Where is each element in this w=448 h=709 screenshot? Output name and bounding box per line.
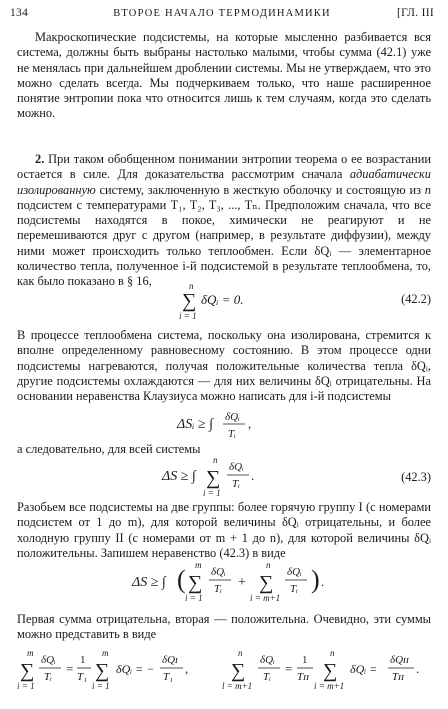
sum2-upper: n [266, 560, 271, 570]
lhs: ΔSᵢ ≥ ∫ [177, 417, 213, 432]
right-paren: ) [311, 565, 320, 594]
equation-split-formula [17, 561, 431, 605]
numerator: δQᵢ [225, 411, 240, 423]
comma: , [248, 416, 252, 431]
equation-group-sums [17, 648, 431, 700]
g1-denominator: Tᵢ [44, 671, 52, 683]
sum2-numerator: δQᵢ [287, 566, 302, 578]
sum-sign: ∑ [206, 467, 221, 489]
running-header [10, 6, 434, 22]
paragraph-2-text-c: подсистем с температурами T₁, T₂, T₃, ..., Tₙ. Предположим сначала, что все подсистемы находятся в покое, химически не реагируют и не перемешиваются друг с другом (например, в результате диффузии), между ними может происходить только теплообмен. Если δQᵢ — элементарное количество тепла, полученное i-й подсистемой в результате теплообмена, то, как было показано в § 16, [17, 197, 431, 289]
g1-sum2-sign: ∑ [95, 660, 110, 682]
equation-42-3 [17, 456, 431, 498]
sum-body: δQᵢ = 0. [201, 292, 244, 307]
equation-42-2 [17, 282, 431, 322]
g2-result-denominator: Tɪɪ [392, 671, 405, 683]
sum-sign: ∑ [182, 290, 197, 312]
period: . [251, 468, 255, 483]
item-number: 2. [35, 152, 45, 166]
sum1-lower: i = 1 [185, 593, 203, 603]
denominator: Tᵢ [232, 478, 240, 490]
plus: + [238, 575, 246, 590]
sum-lower: i = 1 [179, 311, 197, 321]
running-title: ВТОРОЕ НАЧАЛО ТЕРМОДИНАМИКИ [113, 8, 331, 19]
equation-split [17, 561, 431, 605]
g2-sum-upper: n [238, 648, 243, 658]
g2-sum2-sign: ∑ [323, 660, 338, 682]
lhs: ΔS ≥ ∫ [132, 575, 166, 590]
g1-sum2-lower: i = 1 [92, 681, 110, 691]
g1-numerator: δQᵢ [41, 654, 56, 666]
page-number: 134 [10, 7, 29, 19]
paragraph-3: В процессе теплообмена система, поскольку она изолирована, стремится к вполне определенному равновесному состоянию. В этом процессе одни подсистемы нагреваются, получая положительные количества тепла δQᵢ, другие подсистемы охлаждаются — для них величины δQᵢ отрицательны. На основании неравенства Клаузиуса можно написать для i-й подсистемы [17, 328, 431, 404]
equation-42-2-formula [17, 282, 431, 322]
paragraph-6: Первая сумма отрицательна, вторая — положительна. Очевидно, эти суммы можно представить в виде [17, 612, 431, 642]
g2-TII: Tɪɪ [297, 671, 310, 683]
paragraph-2 [17, 152, 431, 290]
g1-result-denominator: T₁ [163, 671, 173, 683]
sum2-denominator: Tᵢ [290, 583, 298, 595]
g2-one: 1 [302, 654, 308, 666]
g2-sum-body: δQᵢ = [350, 662, 378, 676]
g2-result-numerator: δQɪɪ [390, 654, 409, 666]
denominator: Tᵢ [228, 428, 236, 440]
paragraph-2-emphasis: адиабатически изолированную [17, 167, 431, 197]
g1-equals: = [66, 661, 74, 676]
g2-sum2-lower: i = m+1 [314, 681, 345, 691]
equation-number: (42.3) [401, 470, 431, 484]
g1-sum-body: δQᵢ = − [116, 662, 155, 676]
g1-T1: T₁ [77, 671, 87, 683]
period: . [321, 574, 325, 589]
g1-result-numerator: δQɪ [162, 654, 179, 666]
g2-period: . [416, 661, 420, 676]
g1-one: 1 [80, 654, 86, 666]
equation-42-3-formula [17, 456, 431, 498]
left-paren: ( [177, 565, 186, 594]
g2-denominator: Tᵢ [263, 671, 271, 683]
paragraph-5: Разобьем все подсистемы на две группы: более горячую группу I (с номерами подсистем от 1 до m), для которой величины δQᵢ отрицательны, и более холодную группу II (с номерами от m + 1 до n), для которой величины δQᵢ положительны. Запишем неравенство (42.3) в виде [17, 500, 431, 560]
paragraph-2-n: n [424, 182, 431, 197]
sum-lower: i = 1 [203, 488, 221, 498]
g1-sum-lower: i = 1 [17, 681, 35, 691]
numerator: δQᵢ [229, 461, 244, 473]
paragraph-1: Макроскопические подсистемы, на которые мысленно разбивается вся система, должны быть выбраны настолько малыми, чтобы сумма (42.1) уже не менялась при дальнейшем дроблении системы. Мы не утверждаем, что это можно сделать всегда. Мы подчеркиваем только, что наше расширенное понятие энтропии пока что относится лишь к тем случаям, когда это сделать можно. [17, 30, 431, 121]
g2-sum-sign: ∑ [231, 660, 246, 682]
sum1-denominator: Tᵢ [214, 583, 222, 595]
sum1-upper: m [195, 560, 202, 570]
paragraph-2-text-a: При таком обобщенном понимании энтропии теорема о ее возрастании остается в силе. Для доказательства рассмотрим сначала [17, 152, 431, 182]
equation-clausius-i [17, 406, 431, 442]
chapter-label: [ГЛ. III [396, 7, 434, 19]
sum2-sign: ∑ [259, 572, 274, 594]
equation-group-sums-formula [17, 648, 431, 700]
sum1-numerator: δQᵢ [211, 566, 226, 578]
sum-upper: n [213, 455, 218, 465]
paragraph-2-text-b: систему, заключенную в жесткую оболочку и состоящую из [95, 182, 425, 197]
g2-sum-lower: l = m+1 [222, 681, 253, 691]
equation-clausius-i-formula [17, 406, 431, 442]
sum1-sign: ∑ [188, 572, 203, 594]
g2-sum2-upper: n [330, 648, 335, 658]
sum-upper: n [189, 281, 194, 291]
paragraph-4: а следовательно, для всей системы [17, 442, 201, 456]
equation-number: (42.2) [401, 292, 431, 306]
g1-sum2-upper: m [102, 648, 109, 658]
g1-sum-sign: ∑ [20, 660, 35, 682]
sum2-lower: i = m+1 [250, 593, 281, 603]
g1-comma: , [185, 661, 189, 676]
g1-sum-upper: m [27, 648, 34, 658]
g2-numerator: δQᵢ [260, 654, 275, 666]
lhs: ΔS ≥ ∫ [162, 469, 196, 484]
g2-equals: = [285, 661, 293, 676]
